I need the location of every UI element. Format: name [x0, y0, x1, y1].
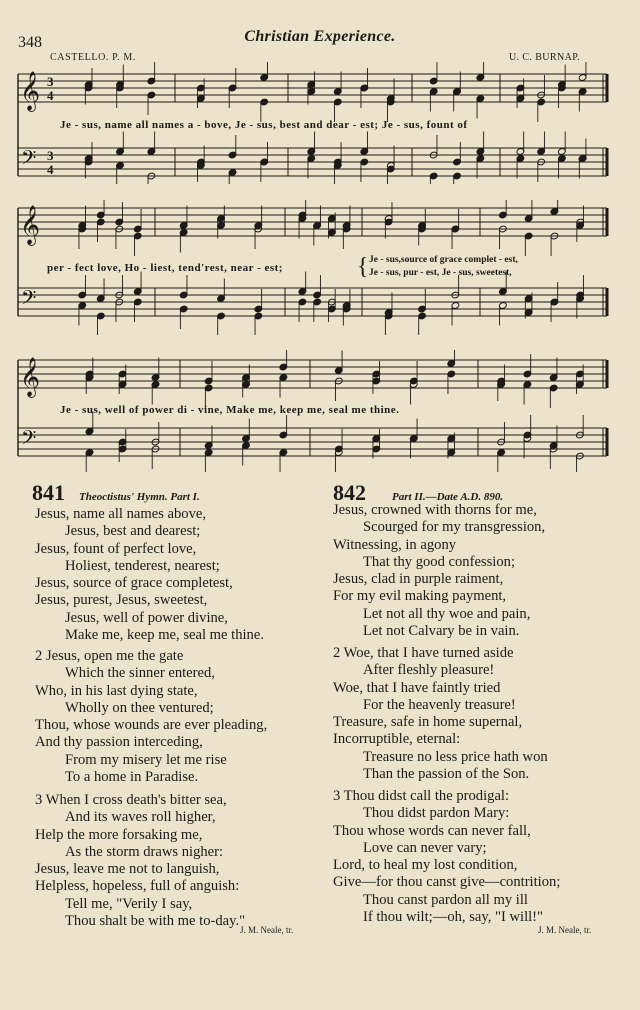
hymn-842-verse-1 [333, 502, 545, 640]
verse-line: If thou wilt;—oh, say, "I will!" [363, 909, 543, 926]
verse-line: Thou didst pardon Mary: [363, 805, 510, 822]
treble-clef: 𝄞 [20, 205, 41, 245]
verse-line: For my evil making payment, [333, 588, 507, 605]
verse-line: Incorruptible, eternal: [333, 731, 461, 748]
lyrics-bracket-top: Je - sus,source of grace complet - est, [369, 255, 518, 265]
verse-line: And thy passion interceding, [35, 734, 203, 751]
page-number: 348 [18, 34, 42, 51]
verse-line: 3 When I cross death's bitter sea, [35, 792, 227, 808]
verse-line: Scourged for my transgression, [363, 519, 546, 536]
verse-line: Helpless, hopeless, full of anguish: [35, 878, 240, 895]
verse-line: From my misery let me rise [65, 751, 227, 768]
lyrics-line-2: per - fect love, Ho - liest, tend'rest, near - est; [47, 262, 283, 274]
bass-clef: 𝄢 [21, 286, 37, 314]
verse-line: Witnessing, in agony [333, 536, 457, 553]
treble-clef: 𝄞 [20, 71, 41, 111]
verse-line: Woe, that I have faintly tried [333, 679, 501, 696]
verse-line: For the heavenly treasure! [363, 696, 516, 713]
verse-line: Thou whose words can never fall, [333, 822, 531, 839]
verse-line: 3 Thou didst call the prodigal: [333, 788, 510, 804]
verse-line: Jesus, best and dearest; [65, 523, 201, 540]
bass-clef: 𝄢 [21, 146, 37, 174]
verse-line: Lord, to heal my lost condition, [333, 857, 518, 874]
verse-line: Jesus, source of grace completest, [35, 575, 233, 592]
verse-line: To a home in Paradise. [65, 769, 199, 786]
hymn-841-verse-1 [35, 506, 264, 644]
verse-line: Jesus, leave me not to languish, [35, 861, 220, 878]
time-signature: 3 [47, 148, 54, 163]
hymn-number: 842 [333, 480, 366, 505]
lyrics-bracket: { Je - sus,source of grace complet - est, Je - sus, pur - est, Je - sus, sweetest, [357, 254, 518, 280]
time-signature: 4 [47, 162, 54, 177]
verse-line: Let not all thy woe and pain, [363, 605, 531, 622]
verse-line: Help the more forsaking me, [35, 826, 203, 843]
hymn-841-header [32, 480, 200, 506]
verse-line: Jesus, crowned with thorns for me, [333, 502, 537, 518]
verse-line: Jesus, clad in purple raiment, [333, 571, 504, 588]
verse-line: Thou, whose wounds are ever pleading, [35, 717, 268, 734]
verse-line: Holiest, tenderest, nearest; [65, 557, 220, 574]
composer: U. C. BURNAP. [508, 52, 580, 63]
verse-line: Wholly on thee ventured; [65, 699, 214, 716]
verse-line: 2 Jesus, open me the gate [35, 648, 184, 664]
verse-line: Love can never vary; [363, 839, 487, 856]
verse-line: Jesus, purest, Jesus, sweetest, [35, 592, 208, 609]
tune-name: CASTELLO. P. M. [50, 52, 136, 63]
verse-line: Than the passion of the Son. [363, 766, 530, 783]
verse-line: Treasure, safe in home supernal, [333, 714, 523, 731]
verse-line: Give—for thou canst give—contrition; [333, 874, 561, 891]
running-head: Christian Experience. [244, 28, 396, 45]
verse-line: As the storm draws nigher: [65, 843, 224, 860]
hymn-841-verse-3 [35, 792, 245, 930]
verse-line: 2 Woe, that I have turned aside [333, 645, 514, 661]
hymn-heading: Part II.—Date A.D. 890. [392, 491, 504, 503]
hymn-842-credit: J. M. Neale, tr. [538, 925, 592, 935]
verse-line: Make me, keep me, seal me thine. [65, 627, 264, 644]
verse-line: Thou shalt be with me to-day." [65, 913, 246, 930]
verse-line: And its waves roll higher, [65, 809, 216, 826]
verse-line: After fleshly pleasure! [363, 662, 495, 679]
time-signature: 3 [47, 74, 54, 89]
time-signature: 4 [47, 88, 54, 103]
verse-line: Jesus, well of power divine, [65, 609, 228, 626]
verse-line: Let not Calvary be in vain. [363, 623, 520, 640]
lyrics-line-1: Je - sus, name all names a - bove, Je - sus, best and dear - est; Je - sus, fount of [60, 119, 468, 131]
hymn-number: 841 [32, 480, 65, 505]
lyrics-bracket-bottom: Je - sus, pur - est, Je - sus, sweetest, [369, 268, 512, 278]
verse-line: Treasure no less price hath won [363, 748, 548, 765]
treble-clef: 𝄞 [20, 357, 41, 397]
bass-clef: 𝄢 [21, 426, 37, 454]
verse-line: Thou canst pardon all my ill [363, 891, 528, 908]
verse-line: That thy good confession; [363, 553, 515, 570]
verse-line: Jesus, name all names above, [35, 506, 207, 522]
hymn-841-credit: J. M. Neale, tr. [240, 925, 294, 935]
lyrics-line-3: Je - sus, well of power di - vine, Make me, keep me, seal me thine. [60, 404, 400, 416]
hymn-heading: Theoctistus' Hymn. Part I. [79, 491, 200, 503]
verse-line: Which the sinner entered, [65, 665, 215, 682]
verse-line: Tell me, "Verily I say, [65, 895, 193, 912]
hymn-841-verse-2 [35, 648, 267, 786]
hymn-842-verse-2 [333, 645, 548, 783]
hymn-842-verse-3 [333, 788, 560, 926]
verse-line: Who, in his last dying state, [35, 682, 198, 699]
verse-line: Jesus, fount of perfect love, [35, 540, 197, 557]
